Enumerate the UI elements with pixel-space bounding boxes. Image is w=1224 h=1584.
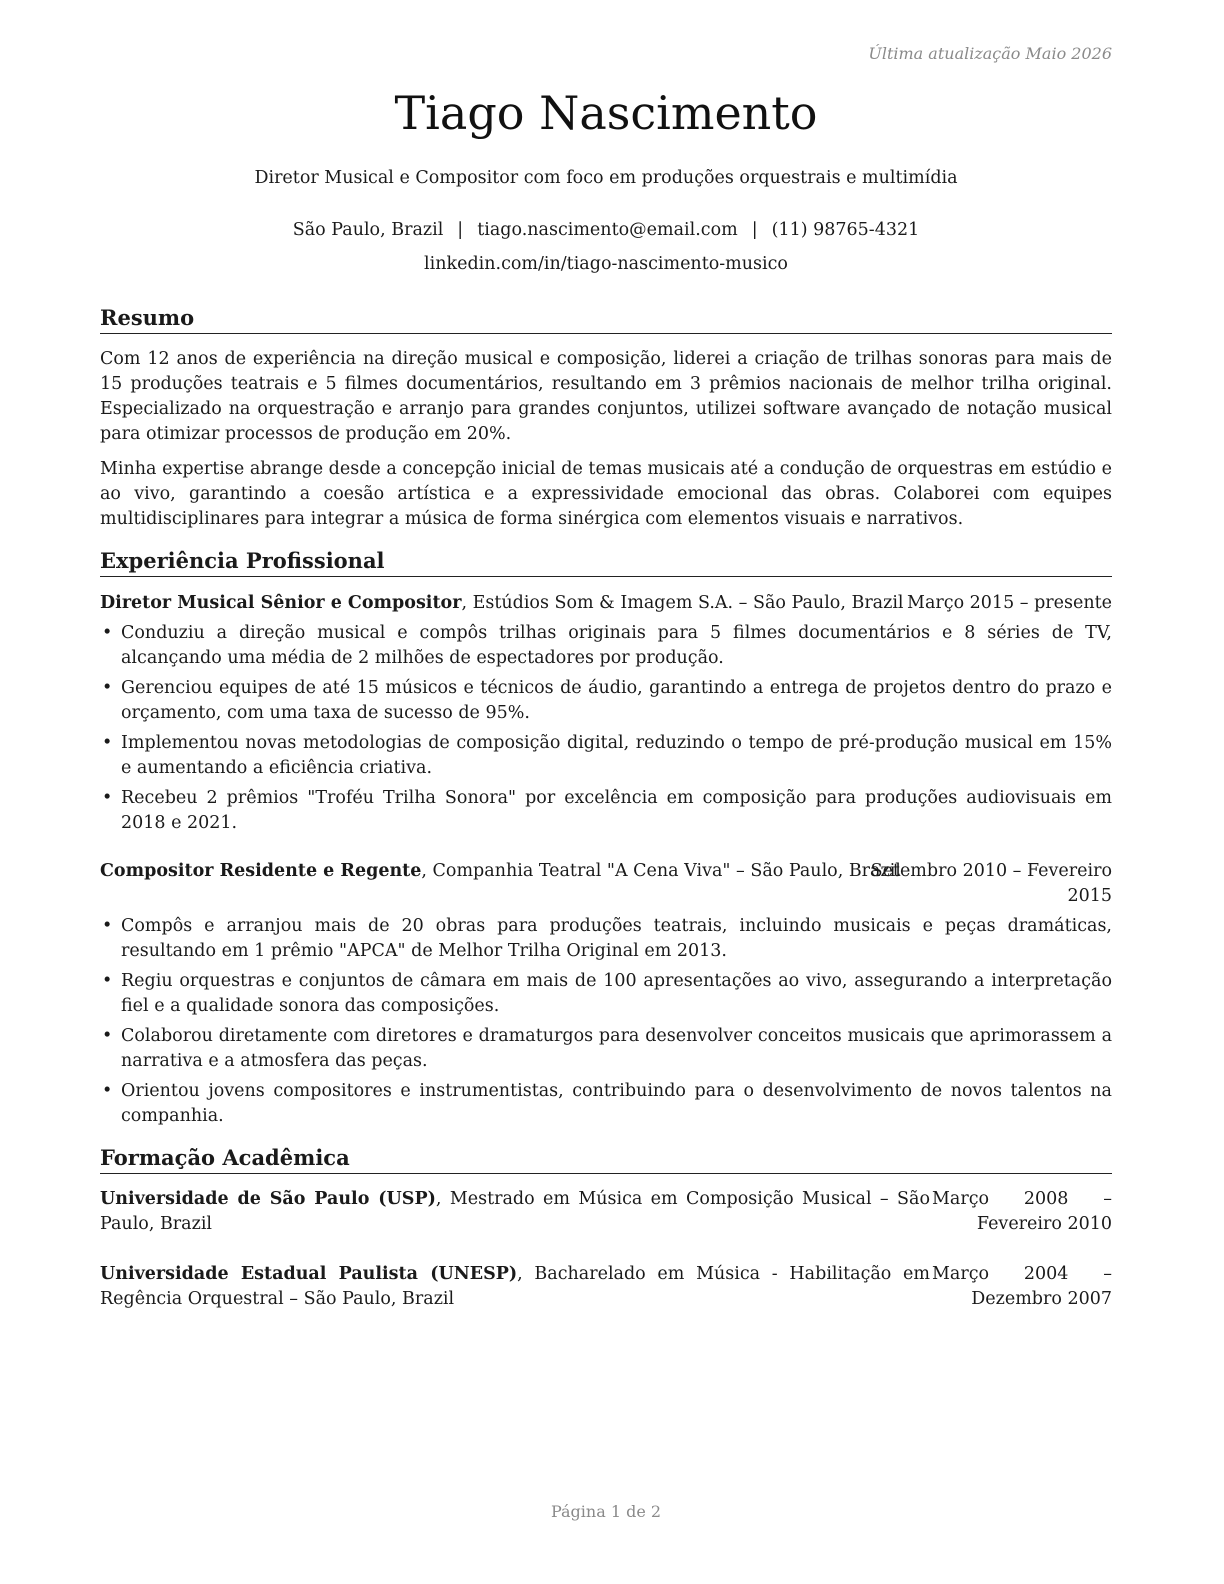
last-updated: Última atualização Maio 2026 <box>868 44 1112 63</box>
education-dates: Março 2004 – Dezembro 2007 <box>932 1264 1112 1309</box>
section-title-education: Formação Acadêmica <box>100 1145 1112 1174</box>
school-name: Universidade Estadual Paulista (UNESP) <box>100 1264 518 1284</box>
job-dates: Março 2015 – presente <box>907 593 1112 613</box>
section-title-experience: Experiência Profissional <box>100 548 1112 577</box>
section-title-summary: Resumo <box>100 305 1112 334</box>
summary-paragraph: Minha expertise abrange desde a concepção inicial de temas musicais até a condução de orquestras em estúdio e ao vivo, garantindo a coesão artística e a expressividade emocional das obras. Colaborei com equipes multidisciplinares para integrar a música de forma sinérgica com elementos visuais e narrativos. <box>100 459 1112 529</box>
degree-detail: , Bacharelado em Música - Habilitação em Regência Orquestral – São Paulo, Brazil <box>100 1264 930 1309</box>
list-item: • Orientou jovens compositores e instrumentistas, contribuindo para o desenvolvimento de novos talentos na companhia. <box>100 1079 1112 1129</box>
education-item <box>100 1262 1112 1312</box>
school-name: Universidade de São Paulo (USP) <box>100 1189 436 1209</box>
list-item: • Recebeu 2 prêmios "Troféu Trilha Sonora" por excelência em composição para produções audiovisuais em 2018 e 2021. <box>100 786 1112 836</box>
job-header <box>100 859 1112 906</box>
job-role: Diretor Musical Sênior e Compositor <box>100 593 462 613</box>
phone: (11) 98765-4321 <box>771 220 920 240</box>
job-company: , Companhia Teatral "A Cena Viva" – São Paulo, Brazil <box>421 861 901 881</box>
education-item <box>100 1187 1112 1237</box>
job-header <box>100 591 1112 616</box>
job-role: Compositor Residente e Regente <box>100 861 422 881</box>
headline: Diretor Musical e Compositor com foco em produções orquestrais e multimídia <box>254 168 958 188</box>
candidate-name: Tiago Nascimento <box>394 86 818 140</box>
job-company: , Estúdios Som & Imagem S.A. – São Paulo, Brazil <box>461 593 904 613</box>
resume-page <box>100 0 1112 1584</box>
job-bullets <box>100 914 1112 1134</box>
degree-detail: , Mestrado em Música em Composição Musical – São Paulo, Brazil <box>100 1189 930 1234</box>
list-item: • Implementou novas metodologias de composição digital, reduzindo o tempo de pré-produção musical em 15% e aumentando a eficiência criativa. <box>100 731 1112 781</box>
job-dates: Setembro 2010 – Fevereiro 2015 <box>870 861 1112 906</box>
job-bullets <box>100 621 1112 841</box>
list-item: • Compôs e arranjou mais de 20 obras para produções teatrais, incluindo musicais e peças dramáticas, resultando em 1 prêmio "APCA" de Melhor Trilha Original em 2013. <box>100 914 1112 964</box>
separator: | <box>751 220 758 240</box>
separator: | <box>457 220 464 240</box>
list-item: • Regiu orquestras e conjuntos de câmara em mais de 100 apresentações ao vivo, assegurando a interpretação fiel e a qualidade sonora das composições. <box>100 969 1112 1019</box>
list-item: • Conduziu a direção musical e compôs trilhas originais para 5 filmes documentários e 8 séries de TV, alcançando uma média de 2 milhões de espectadores por produção. <box>100 621 1112 671</box>
summary-paragraph: Com 12 anos de experiência na direção musical e composição, liderei a criação de trilhas sonoras para mais de 15 produções teatrais e 5 filmes documentários, resultando em 3 prêmios nacionais de melhor trilha original. Especializado na orquestração e arranjo para grandes conjuntos, utilizei software avançado de notação musical para otimizar processos de produção em 20%. <box>100 349 1112 444</box>
list-item: • Colaborou diretamente com diretores e dramaturgos para desenvolver conceitos musicais que aprimorassem a narrativa e a atmosfera das peças. <box>100 1024 1112 1074</box>
education-dates: Março 2008 – Fevereiro 2010 <box>932 1189 1112 1234</box>
email-link[interactable]: tiago.nascimento@email.com <box>477 220 738 240</box>
linkedin-link[interactable]: linkedin.com/in/tiago-nascimento-musico <box>424 254 788 274</box>
page-number: Página 1 de 2 <box>550 1502 662 1521</box>
location: São Paulo, Brazil <box>292 220 444 240</box>
contact-line <box>100 220 1112 240</box>
list-item: • Gerenciou equipes de até 15 músicos e técnicos de áudio, garantindo a entrega de projetos dentro do prazo e orçamento, com uma taxa de sucesso de 95%. <box>100 676 1112 726</box>
